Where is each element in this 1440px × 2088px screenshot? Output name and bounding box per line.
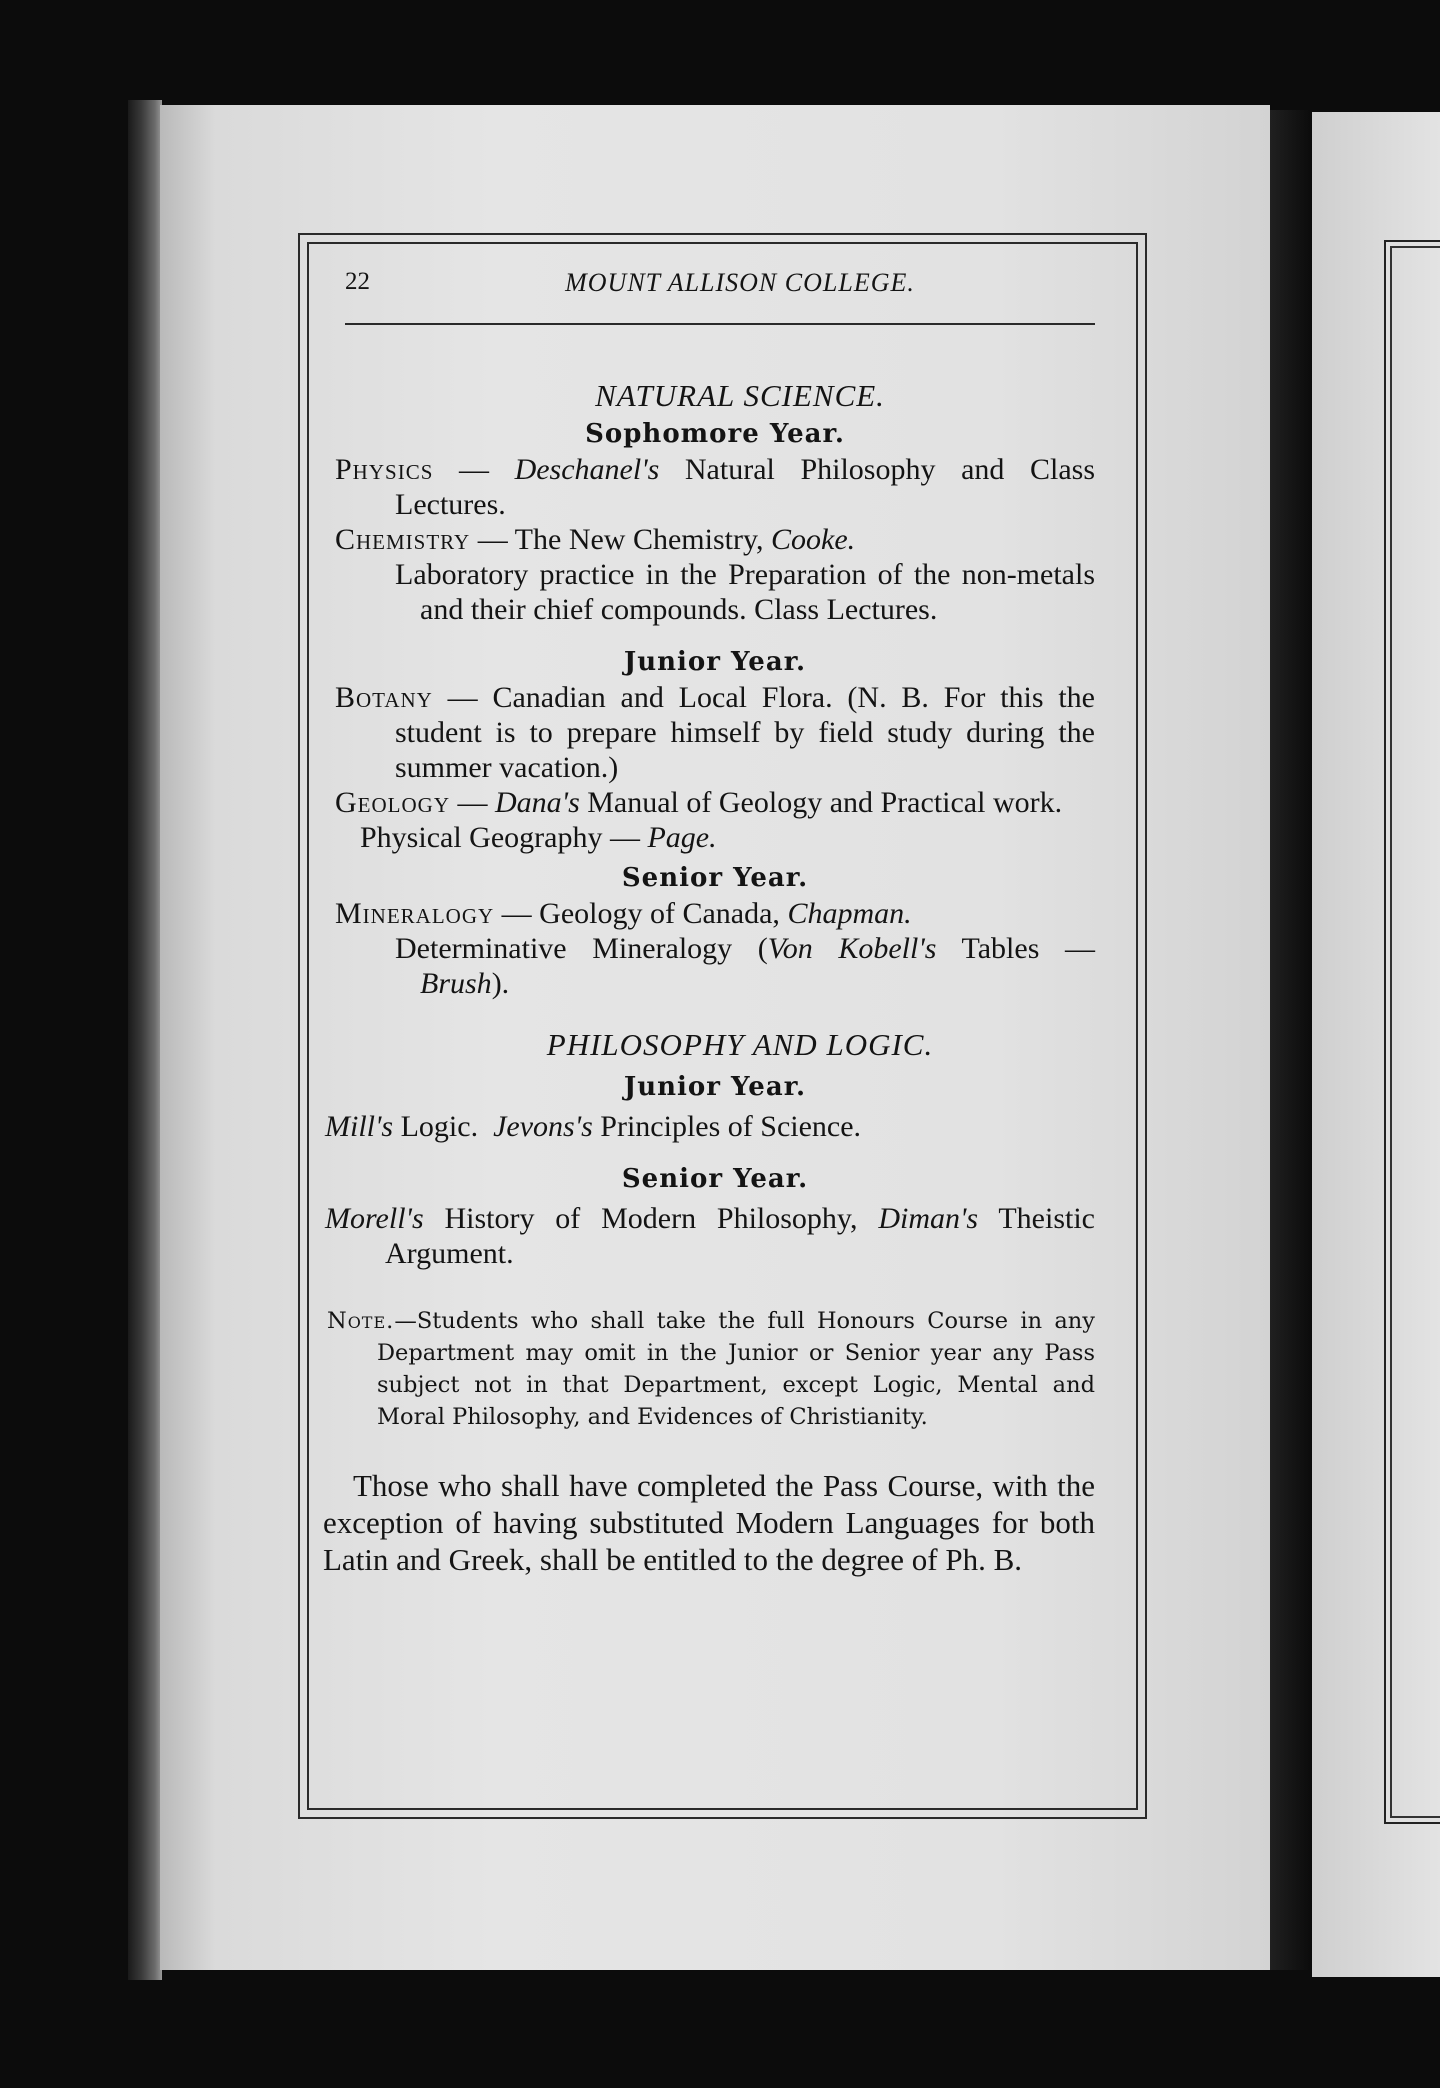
separator: — (470, 523, 515, 556)
subject-mineralogy: Mineralogy (335, 897, 495, 930)
author-mill: Mill's (325, 1110, 394, 1143)
separator: — (432, 681, 493, 714)
author-von-kobell: Von Kobell's (767, 932, 937, 965)
closing-paragraph: Those who shall have completed the Pass Course, with the exception of having substituted Modern Languages for both Latin and Greek, shall be entitled to the degree of Ph. B. (323, 1468, 1095, 1577)
page-body (323, 378, 1096, 1578)
note-text: —Students who shall take the full Honours Course in any Department may omit in the Junior or Senior year any Pass subject not in that Department, except Logic, Mental and Moral Philosophy, and Evidences of Christianity. (377, 1308, 1095, 1430)
subject-geology: Geology (335, 786, 450, 819)
entry-chemistry (335, 522, 1095, 557)
author-dana: Dana's (494, 786, 580, 819)
page-header (345, 262, 1095, 302)
entry-physics-text: Natural Philosophy and Class Lectures. (395, 453, 1096, 521)
adjacent-page-frame (1384, 240, 1440, 1824)
entry-physical-geography (335, 820, 1095, 855)
year-heading-junior: Junior Year. (623, 647, 807, 677)
entry-determinative-mineralogy (335, 931, 1095, 1001)
note-label: Note. (327, 1308, 395, 1334)
entry-mineralogy-text: Geology of Canada, (539, 897, 788, 930)
entry-mineralogy (335, 896, 1095, 931)
separator: — (494, 897, 540, 930)
author-morell: Morell's (325, 1202, 424, 1235)
subject-chemistry: Chemistry (335, 523, 471, 556)
year-heading-philosophy-junior: Junior Year. (623, 1072, 807, 1102)
book-spine-shadow (128, 100, 162, 1980)
book-gutter (1270, 110, 1312, 1970)
author-brush: Brush (420, 967, 492, 1000)
author-page: Page. (647, 821, 717, 854)
entry-history-philosophy (325, 1201, 1095, 1271)
header-rule (345, 323, 1095, 325)
subject-botany: Botany (335, 681, 433, 714)
entry-botany (335, 680, 1095, 785)
note-paragraph (327, 1305, 1095, 1433)
entry-logic (325, 1109, 1095, 1144)
author-deschanel: Deschanel's (514, 453, 660, 486)
running-title: MOUNT ALLISON COLLEGE. (565, 268, 915, 297)
subject-physics: Physics (335, 453, 434, 486)
entry-physical-geography-text: Physical Geography — (360, 821, 648, 854)
author-cooke: Cooke. (771, 523, 856, 556)
page-number: 22 (345, 268, 370, 295)
entry-chemistry-text: The New Chemistry, (514, 523, 772, 556)
entry-botany-text: Canadian and Local Flora. (N. B. For this the student is to prepare himself by field study during the summer vacation.) (395, 681, 1095, 784)
principles-text: Principles of Science. (592, 1110, 862, 1143)
separator: — (449, 786, 495, 819)
entry-physics (335, 452, 1095, 522)
section-title-philosophy: PHILOSOPHY AND LOGIC. (546, 1027, 934, 1062)
entry-geology (335, 785, 1095, 820)
entry-geology-text: Manual of Geology and Practical work. (579, 786, 1063, 819)
determinative-text-3: ). (491, 967, 510, 1000)
determinative-text-2: Tables — (936, 932, 1095, 965)
determinative-text: Determinative Mineralogy ( (395, 932, 768, 965)
year-heading-sophomore: Sophomore Year. (585, 419, 845, 449)
author-jevons: Jevons's (493, 1110, 593, 1143)
history-text: History of Modern Philosophy, (423, 1202, 879, 1235)
year-heading-philosophy-senior: Senior Year. (621, 1164, 809, 1194)
section-title-natural-science: NATURAL SCIENCE. (595, 378, 885, 413)
logic-text: Logic. (393, 1110, 494, 1143)
author-chapman: Chapman. (787, 897, 912, 930)
entry-chemistry-lab: Laboratory practice in the Preparation of the non-metals and their chief compounds. Class Lectures. (395, 558, 1095, 626)
separator: — (433, 453, 515, 486)
author-diman: Diman's (878, 1202, 979, 1235)
theistic-text: Theistic Argument. (385, 1202, 1095, 1270)
year-heading-senior: Senior Year. (621, 863, 809, 893)
